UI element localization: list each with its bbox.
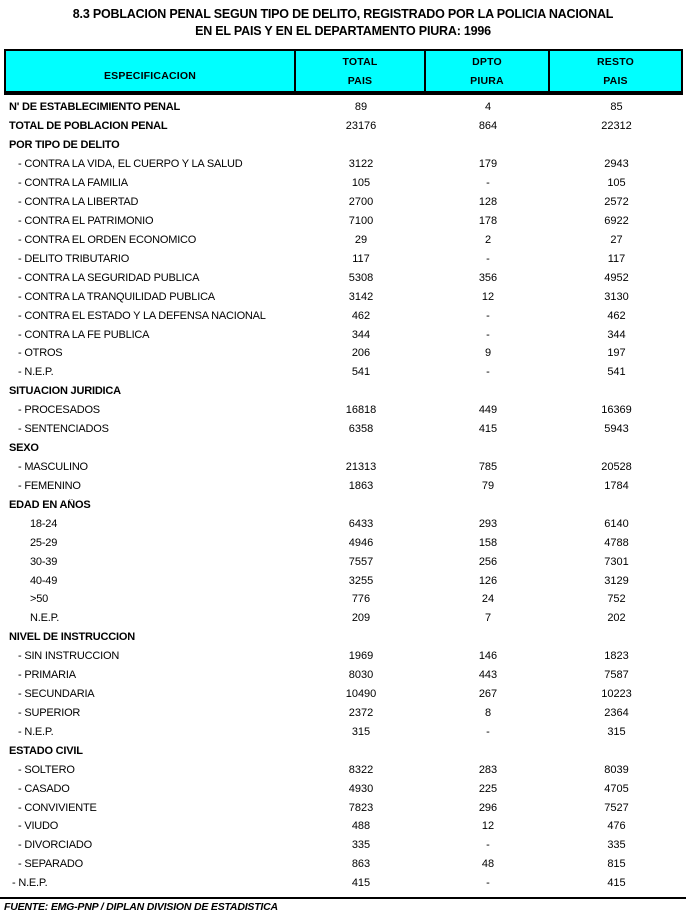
cell-resto-pais: 27 xyxy=(610,233,623,246)
column-header-label: TOTAL xyxy=(342,56,378,68)
column-header-resto-pais xyxy=(550,51,681,91)
cell-total-pais: 344 xyxy=(351,328,371,341)
cell-total-pais: 8322 xyxy=(348,763,374,776)
table-row xyxy=(4,439,683,458)
cell-total-pais: 4946 xyxy=(348,536,374,549)
cell-total-pais: 7557 xyxy=(348,555,374,568)
table-row xyxy=(4,666,683,685)
column-header-label: PAIS xyxy=(347,75,373,87)
cell-resto-pais: 20528 xyxy=(601,460,632,473)
table-row xyxy=(4,533,683,552)
table-row xyxy=(4,741,683,760)
cell-dpto-piura: 443 xyxy=(478,669,498,682)
table-row xyxy=(4,344,683,363)
cell-resto-pais: 22312 xyxy=(601,120,632,133)
cell-dpto-piura: 449 xyxy=(478,404,498,417)
row-label: - PROCESADOS xyxy=(18,404,100,417)
row-label: - SOLTERO xyxy=(18,763,75,776)
cell-dpto-piura: 9 xyxy=(484,347,492,360)
cell-resto-pais: 4788 xyxy=(604,536,629,549)
cell-dpto-piura: 158 xyxy=(478,536,498,549)
row-label: N.E.P. xyxy=(30,612,60,625)
cell-total-pais: 89 xyxy=(354,101,368,114)
row-label: - SENTENCIADOS xyxy=(18,423,109,436)
table-row xyxy=(4,420,683,439)
document-title xyxy=(0,0,686,40)
cell-total-pais: 6433 xyxy=(348,517,374,530)
cell-resto-pais: 2364 xyxy=(604,706,629,719)
cell-resto-pais: 315 xyxy=(607,725,626,738)
row-label: ESTADO CIVIL xyxy=(9,744,83,757)
cell-total-pais: 6358 xyxy=(348,423,374,436)
table-row xyxy=(4,590,683,609)
cell-resto-pais: 7587 xyxy=(604,669,629,682)
cell-total-pais: 541 xyxy=(351,366,371,379)
table-row xyxy=(4,514,683,533)
row-label: - CONTRA EL ORDEN ECONOMICO xyxy=(18,233,197,246)
row-label: 30-39 xyxy=(30,555,58,568)
cell-total-pais: 3122 xyxy=(348,158,374,171)
row-label: - CONTRA EL ESTADO Y LA DEFENSA NACIONAL xyxy=(18,309,266,322)
cell-dpto-piura: - xyxy=(486,309,490,322)
cell-resto-pais: 415 xyxy=(607,877,626,890)
cell-resto-pais: 7301 xyxy=(604,555,629,568)
row-label: >50 xyxy=(30,593,49,606)
cell-resto-pais: 344 xyxy=(607,328,626,341)
table-row xyxy=(4,476,683,495)
cell-dpto-piura: - xyxy=(486,877,490,890)
table-row xyxy=(4,287,683,306)
table-row xyxy=(4,685,683,704)
column-header-label: ESPECIFICACION xyxy=(103,70,197,82)
cell-total-pais: 117 xyxy=(352,252,370,265)
cell-dpto-piura: 293 xyxy=(478,517,498,530)
row-label: 40-49 xyxy=(30,574,58,587)
cell-total-pais: 462 xyxy=(351,309,371,322)
row-label: 25-29 xyxy=(30,536,58,549)
cell-resto-pais: 105 xyxy=(607,177,626,190)
cell-dpto-piura: 24 xyxy=(481,593,495,606)
row-label: - N.E.P. xyxy=(12,877,48,890)
table-row xyxy=(4,136,683,155)
title-line-2: EN EL PAIS Y EN EL DEPARTAMENTO PIURA: 1996 xyxy=(195,24,491,38)
cell-resto-pais: 1823 xyxy=(604,650,629,663)
cell-dpto-piura: 267 xyxy=(478,688,498,701)
row-label: - N.E.P. xyxy=(18,366,54,379)
cell-dpto-piura: 785 xyxy=(478,460,498,473)
row-label: - CASADO xyxy=(18,782,70,795)
table-header-row xyxy=(4,49,683,95)
row-label: SEXO xyxy=(9,442,39,455)
cell-resto-pais: 16369 xyxy=(601,404,632,417)
cell-dpto-piura: - xyxy=(486,725,490,738)
row-label: N' DE ESTABLECIMIENTO PENAL xyxy=(9,101,180,114)
cell-resto-pais: 752 xyxy=(607,593,626,606)
cell-dpto-piura: - xyxy=(486,839,490,852)
cell-resto-pais: 815 xyxy=(607,858,626,871)
table-row xyxy=(4,571,683,590)
cell-total-pais: 3255 xyxy=(348,574,374,587)
table-row xyxy=(4,98,683,117)
cell-total-pais: 1969 xyxy=(348,650,374,663)
row-label: - CONTRA LA TRANQUILIDAD PUBLICA xyxy=(18,290,215,303)
cell-total-pais: 105 xyxy=(351,177,371,190)
row-label: - SUPERIOR xyxy=(18,706,81,719)
table-row xyxy=(4,363,683,382)
table-row xyxy=(4,306,683,325)
row-label: - CONTRA LA VIDA, EL CUERPO Y LA SALUD xyxy=(18,158,243,171)
table-row xyxy=(4,174,683,193)
table-row xyxy=(4,704,683,723)
cell-total-pais: 206 xyxy=(351,347,371,360)
cell-total-pais: 7823 xyxy=(348,801,374,814)
table-row xyxy=(4,155,683,174)
cell-dpto-piura: - xyxy=(486,328,490,341)
column-header-label: RESTO xyxy=(597,56,634,68)
cell-dpto-piura: 128 xyxy=(478,196,498,209)
table-row xyxy=(4,117,683,136)
cell-dpto-piura: 146 xyxy=(478,650,498,663)
table-row xyxy=(4,495,683,514)
cell-dpto-piura: 4 xyxy=(484,101,492,114)
cell-total-pais: 8030 xyxy=(348,669,374,682)
column-header-label: PAIS xyxy=(603,75,628,87)
cell-dpto-piura: 79 xyxy=(481,479,495,492)
column-header-especificacion xyxy=(6,51,296,91)
cell-total-pais: 16818 xyxy=(345,404,377,417)
cell-total-pais: 3142 xyxy=(348,290,374,303)
cell-total-pais: 10490 xyxy=(345,688,377,701)
row-label: - CONTRA LA FAMILIA xyxy=(18,177,128,190)
cell-total-pais: 315 xyxy=(351,725,371,738)
column-header-total-pais xyxy=(296,51,426,91)
cell-dpto-piura: 126 xyxy=(478,574,498,587)
table-row xyxy=(4,401,683,420)
table-row xyxy=(4,458,683,477)
table-row xyxy=(4,212,683,231)
row-label: TOTAL DE POBLACION PENAL xyxy=(9,120,168,133)
cell-resto-pais: 5943 xyxy=(604,423,629,436)
table-row xyxy=(4,817,683,836)
cell-total-pais: 21313 xyxy=(345,460,377,473)
cell-resto-pais: 3130 xyxy=(604,290,629,303)
row-label: POR TIPO DE DELITO xyxy=(9,139,120,152)
row-label: - VIUDO xyxy=(18,820,59,833)
table-row xyxy=(4,382,683,401)
cell-resto-pais: 2572 xyxy=(604,196,629,209)
table-row xyxy=(4,628,683,647)
cell-total-pais: 335 xyxy=(351,839,371,852)
cell-total-pais: 5308 xyxy=(348,271,374,284)
table-row xyxy=(4,193,683,212)
cell-resto-pais: 85 xyxy=(610,101,623,114)
cell-resto-pais: 7527 xyxy=(604,801,629,814)
row-label: - CONTRA LA SEGURIDAD PUBLICA xyxy=(18,271,200,284)
table-row xyxy=(4,855,683,874)
cell-resto-pais: 8039 xyxy=(604,763,629,776)
row-label: - DELITO TRIBUTARIO xyxy=(18,252,130,265)
table-row xyxy=(4,268,683,287)
cell-resto-pais: 462 xyxy=(607,309,626,322)
row-label: - DIVORCIADO xyxy=(18,839,92,852)
row-label: 18-24 xyxy=(30,517,58,530)
row-label: EDAD EN AÑOS xyxy=(9,498,91,511)
cell-dpto-piura: 179 xyxy=(478,158,498,171)
cell-resto-pais: 335 xyxy=(607,839,626,852)
cell-dpto-piura: 178 xyxy=(478,214,498,227)
source-note: FUENTE: EMG-PNP / DIPLAN DIVISION DE ESTADISTICA xyxy=(0,897,686,913)
row-label: - SEPARADO xyxy=(18,858,84,871)
cell-dpto-piura: 8 xyxy=(484,706,492,719)
table-row xyxy=(4,325,683,344)
column-header-label: DPTO xyxy=(472,56,502,68)
row-label: - SIN INSTRUCCION xyxy=(18,650,120,663)
cell-dpto-piura: 296 xyxy=(478,801,498,814)
title-line-1: 8.3 POBLACION PENAL SEGUN TIPO DE DELITO, REGISTRADO POR LA POLICIA NACIONAL xyxy=(72,7,614,21)
column-header-label: PIURA xyxy=(470,75,504,87)
cell-resto-pais: 4952 xyxy=(604,271,629,284)
cell-total-pais: 7100 xyxy=(348,214,374,227)
table-row xyxy=(4,722,683,741)
cell-resto-pais: 6140 xyxy=(604,517,629,530)
row-label: - N.E.P. xyxy=(18,725,54,738)
cell-resto-pais: 2943 xyxy=(604,158,629,171)
cell-resto-pais: 6922 xyxy=(604,214,629,227)
cell-total-pais: 23176 xyxy=(345,120,377,133)
cell-dpto-piura: 415 xyxy=(478,423,498,436)
cell-total-pais: 2372 xyxy=(348,706,374,719)
cell-total-pais: 2700 xyxy=(348,196,374,209)
table-row xyxy=(4,249,683,268)
table-body xyxy=(4,98,683,893)
column-header-dpto-piura xyxy=(426,51,550,91)
cell-total-pais: 488 xyxy=(351,820,371,833)
cell-dpto-piura: 12 xyxy=(481,820,495,833)
table-row xyxy=(4,552,683,571)
cell-total-pais: 415 xyxy=(351,877,371,890)
row-label: - MASCULINO xyxy=(18,460,88,473)
cell-dpto-piura: 283 xyxy=(478,763,498,776)
row-label: - CONTRA LA LIBERTAD xyxy=(18,196,139,209)
table-row xyxy=(4,230,683,249)
table-row xyxy=(4,779,683,798)
cell-total-pais: 863 xyxy=(351,858,371,871)
cell-resto-pais: 10223 xyxy=(601,688,632,701)
cell-total-pais: 4930 xyxy=(348,782,374,795)
row-label: SITUACION JURIDICA xyxy=(9,385,121,398)
cell-dpto-piura: 12 xyxy=(481,290,495,303)
table-row xyxy=(4,647,683,666)
cell-dpto-piura: 7 xyxy=(484,612,492,625)
row-label: - FEMENINO xyxy=(18,479,81,492)
cell-dpto-piura: 2 xyxy=(484,233,492,246)
cell-resto-pais: 541 xyxy=(607,366,626,379)
cell-resto-pais: 3129 xyxy=(604,574,629,587)
table-row xyxy=(4,609,683,628)
row-label: - CONVIVIENTE xyxy=(18,801,97,814)
row-label: - OTROS xyxy=(18,347,63,360)
row-label: NIVEL DE INSTRUCCION xyxy=(9,631,135,644)
table-row xyxy=(4,874,683,893)
cell-total-pais: 776 xyxy=(351,593,371,606)
table-row xyxy=(4,798,683,817)
cell-total-pais: 209 xyxy=(351,612,371,625)
cell-resto-pais: 197 xyxy=(607,347,626,360)
cell-resto-pais: 117 xyxy=(607,252,626,265)
cell-dpto-piura: 225 xyxy=(478,782,498,795)
cell-dpto-piura: 48 xyxy=(481,858,495,871)
cell-resto-pais: 476 xyxy=(607,820,626,833)
cell-dpto-piura: - xyxy=(486,177,490,190)
cell-resto-pais: 4705 xyxy=(604,782,629,795)
cell-dpto-piura: 256 xyxy=(478,555,498,568)
table-row xyxy=(4,836,683,855)
row-label: - PRIMARIA xyxy=(18,669,76,682)
row-label: - SECUNDARIA xyxy=(18,688,95,701)
cell-dpto-piura: 864 xyxy=(478,120,498,133)
row-label: - CONTRA LA FE PUBLICA xyxy=(18,328,150,341)
table-row xyxy=(4,760,683,779)
cell-dpto-piura: - xyxy=(486,366,490,379)
row-label: - CONTRA EL PATRIMONIO xyxy=(18,214,154,227)
cell-resto-pais: 1784 xyxy=(604,479,629,492)
cell-resto-pais: 202 xyxy=(607,612,626,625)
cell-total-pais: 29 xyxy=(354,233,368,246)
cell-total-pais: 1863 xyxy=(348,479,374,492)
cell-dpto-piura: - xyxy=(486,252,490,265)
cell-dpto-piura: 356 xyxy=(478,271,498,284)
statistics-table xyxy=(4,49,683,893)
